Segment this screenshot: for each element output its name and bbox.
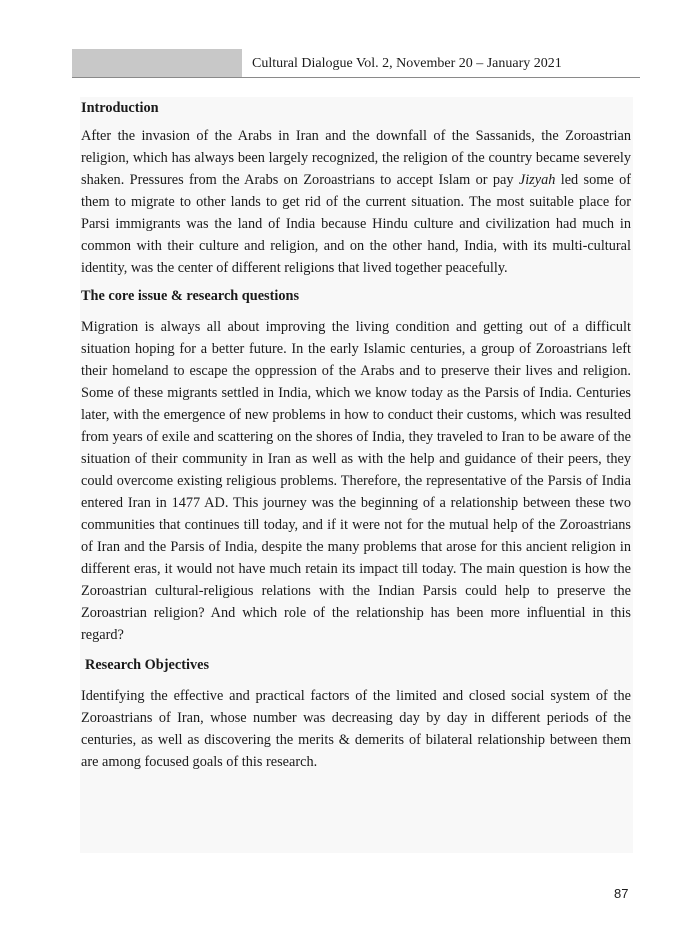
header-gray-block [72, 49, 242, 77]
paragraph-introduction [81, 125, 631, 279]
journal-title: Cultural Dialogue Vol. 2, November 20 – January 2021 [252, 56, 562, 71]
paragraph-research-objectives: Identifying the effective and practical factors of the limited and closed social system of the Zoroastrians of Iran, whose number was decreasing day by day in different periods of the centuries, as well as discovering the merits & demerits of bilateral relationship between them are among focused goals of this research. [81, 688, 631, 770]
section-heading-core-issue: The core issue & research questions [81, 288, 300, 304]
term-jizyah: Jizyah [518, 172, 556, 188]
paragraph-core-issue: Migration is always all about improving the living condition and getting out of a difficult situation hoping for a better future. In the early Islamic centuries, a group of Zoroastrians left their homeland to escape the oppression of the Arabs and to preserve their lives and religion. Some of these migrants settled in India, which we know today as the Parsis of India. Centuries later, with the emergence of new problems in how to conduct their customs, which was resulted from years of exile and scattering on the shores of India, they traveled to Iran to be aware of the situation of their community in Iran as well as with the help and guidance of their peers, they could overcome existing religious problems. Therefore, the representative of the Parsis of India entered Iran in 1477 AD. This journey was the beginning of a relationship between these two communities that continues till today, and if it were not for the mutual help of the Zoroastrians of Iran and the Parsis of India, despite the many problems that arose for this ancient religion in different eras, it would not have much retain its impact till today. The main question is how the Zoroastrian cultural-religious relations with the Indian Parsis could help to preserve the Zoroastrian religion? And which role of the relationship has been more influential in this regard? [81, 319, 631, 643]
page-number: 87 [614, 886, 629, 901]
paragraph-introduction-part2: led some of them to migrate to other lands to get rid of the current situation. The most suitable place for Parsi immigrants was the land of India because Hindu culture and civilization had much in common with their culture and religion, and on the other hand, India, with its multi-cultural identity, was the center of different religions that lived together peacefully. [81, 172, 631, 276]
article-body [81, 97, 631, 773]
header-rule [72, 77, 640, 78]
paragraph-introduction-part1: After the invasion of the Arabs in Iran and the downfall of the Sassanids, the Zoroastrian religion, which has always been largely recognized, the religion of the country became severely shaken. Pressures from the Arabs on Zoroastrians to accept Islam or pay [81, 128, 631, 188]
section-heading-research-objectives: Research Objectives [85, 657, 210, 673]
running-header [72, 49, 640, 79]
section-heading-introduction: Introduction [81, 100, 159, 116]
